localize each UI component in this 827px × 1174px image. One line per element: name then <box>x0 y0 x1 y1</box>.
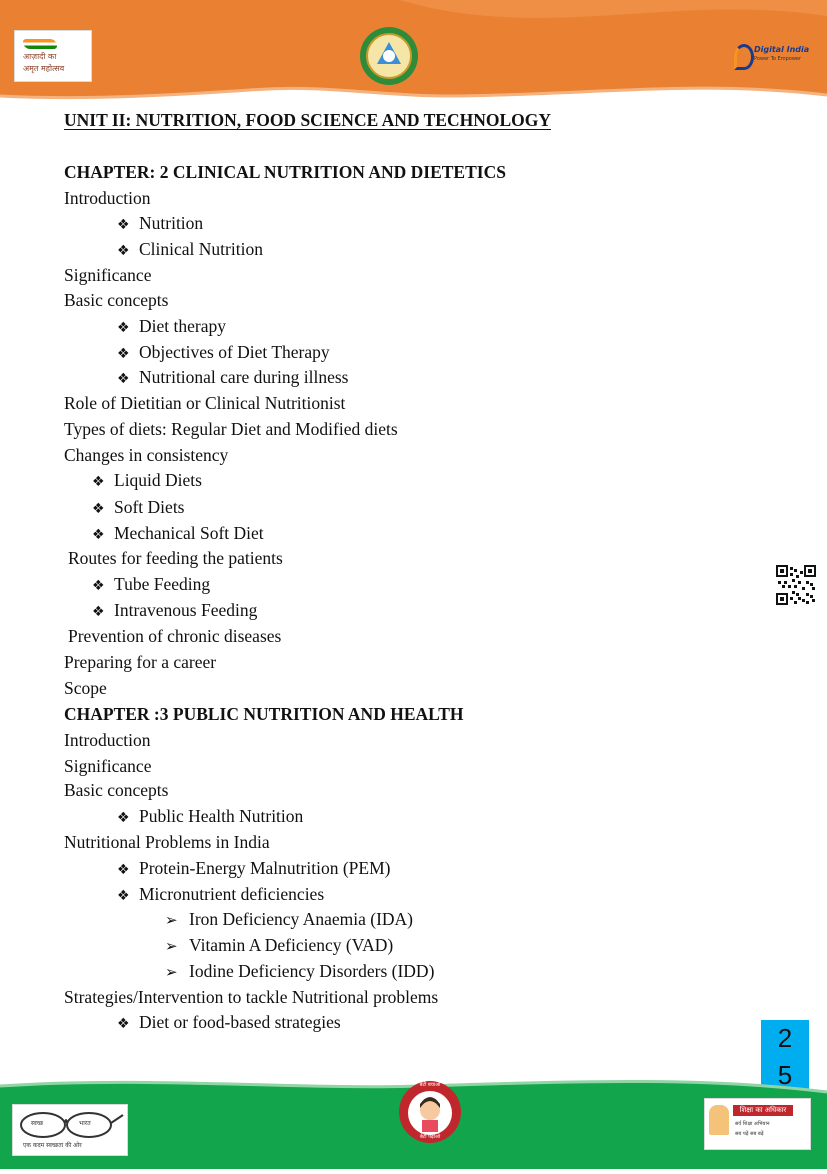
page-number-digit-2: 5 <box>777 1060 793 1090</box>
bullet-item-text: Nutrition <box>139 213 204 233</box>
bullet-item-text: Objectives of Diet Therapy <box>139 342 330 362</box>
bullet-item <box>92 522 264 546</box>
swachh-bharat-logo <box>12 1104 128 1156</box>
diamond-bullet-icon: ❖ <box>92 527 105 543</box>
bullet-item <box>117 315 226 339</box>
text-line-text: Significance <box>64 265 152 285</box>
bullet-item <box>117 1011 341 1035</box>
chapter-heading <box>64 703 463 725</box>
page-number-digit-1: 2 <box>777 1023 793 1053</box>
footer-banner <box>0 1076 827 1169</box>
digital-india-title: Digital India <box>754 45 810 54</box>
sub-bullet-item-text: Vitamin A Deficiency (VAD) <box>189 935 394 955</box>
bullet-item-text: Protein-Energy Malnutrition (PEM) <box>139 858 391 878</box>
bullet-item <box>92 573 210 597</box>
text-line-text: Role of Dietitian or Clinical Nutritionist <box>64 393 346 413</box>
text-line <box>68 547 283 569</box>
bullet-item <box>117 238 263 262</box>
bullet-item-text: Soft Diets <box>114 497 185 517</box>
diamond-bullet-icon: ❖ <box>92 604 105 620</box>
text-line <box>64 264 151 286</box>
text-line <box>68 625 281 647</box>
azadi-logo-line1: आज़ादी का <box>23 52 57 61</box>
text-line-text: Nutritional Problems in India <box>64 832 270 852</box>
psscive-seal-icon <box>359 26 419 86</box>
diamond-bullet-icon: ❖ <box>117 862 130 878</box>
beti-bachao-text: बेटी बचाओ <box>419 1082 441 1088</box>
bullet-item <box>117 805 303 829</box>
right-to-education-logo <box>704 1098 811 1150</box>
diamond-bullet-icon: ❖ <box>117 320 130 336</box>
sub-bullet-item <box>165 960 434 983</box>
text-line <box>64 986 438 1008</box>
text-line-text: Introduction <box>64 730 151 750</box>
text-line <box>64 187 151 209</box>
text-line-text: Basic concepts <box>64 780 169 800</box>
diamond-bullet-icon: ❖ <box>117 810 130 826</box>
text-line-text: Types of diets: Regular Diet and Modified diets <box>64 419 398 439</box>
text-line-text: Introduction <box>64 188 151 208</box>
sub-bullet-item <box>165 908 413 931</box>
bullet-item <box>117 212 203 236</box>
text-line-text: Scope <box>64 678 107 698</box>
text-line <box>64 831 270 853</box>
header-banner <box>0 0 827 100</box>
diamond-bullet-icon: ❖ <box>117 346 130 362</box>
text-line <box>64 418 398 440</box>
diamond-bullet-icon: ❖ <box>92 474 105 490</box>
sub-bullet-item-text: Iodine Deficiency Disorders (IDD) <box>189 961 435 981</box>
diamond-bullet-icon: ❖ <box>117 243 130 259</box>
text-line <box>64 729 151 751</box>
text-line-text: Strategies/Intervention to tackle Nutritional problems <box>64 987 439 1007</box>
bullet-item-text: Mechanical Soft Diet <box>114 523 264 543</box>
bullet-item-text: Diet therapy <box>139 316 226 336</box>
unit-heading <box>64 109 551 131</box>
bullet-item-text: Public Health Nutrition <box>139 806 304 826</box>
swachh-text: स्वच्छ <box>31 1120 44 1127</box>
swachh-tagline: एक कदम स्वच्छता की ओर <box>23 1142 82 1149</box>
bullet-item-text: Liquid Diets <box>114 470 202 490</box>
bullet-item-text: Diet or food-based strategies <box>139 1012 341 1032</box>
text-line <box>64 392 345 414</box>
sab-padhe-text: सब पढ़ें सब बढ़ें <box>735 1131 764 1137</box>
bullet-item <box>117 341 330 365</box>
bullet-item <box>117 857 390 881</box>
text-line-text: Prevention of chronic diseases <box>68 626 282 646</box>
text-line-text: Basic concepts <box>64 290 169 310</box>
arrow-bullet-icon: ➢ <box>165 911 178 929</box>
diamond-bullet-icon: ❖ <box>92 501 105 517</box>
chapter-heading-text: CHAPTER: 2 CLINICAL NUTRITION AND DIETETICS <box>64 162 506 182</box>
text-line <box>64 651 216 673</box>
azadi-logo-line2: अमृत महोत्सव <box>23 64 65 73</box>
chapter-heading-text: CHAPTER :3 PUBLIC NUTRITION AND HEALTH <box>64 704 464 724</box>
sub-bullet-item <box>165 934 393 957</box>
bullet-item <box>117 366 348 390</box>
diamond-bullet-icon: ❖ <box>117 217 130 233</box>
diamond-bullet-icon: ❖ <box>117 371 130 387</box>
qr-code-icon[interactable] <box>776 565 816 605</box>
text-line-text: Preparing for a career <box>64 652 217 672</box>
text-line-text: Changes in consistency <box>64 445 229 465</box>
bharat-text: भारत <box>79 1120 91 1127</box>
beti-bachao-beti-padhao-logo <box>398 1080 462 1144</box>
children-reading-icon <box>709 1105 729 1135</box>
text-line <box>64 779 168 801</box>
azadi-ka-amrit-mahotsav-logo <box>14 30 92 82</box>
text-line-text: Routes for feeding the patients <box>68 548 283 568</box>
diamond-bullet-icon: ❖ <box>117 1016 130 1032</box>
text-line <box>64 289 168 311</box>
digital-india-logo <box>734 40 814 70</box>
bullet-item-text: Nutritional care during illness <box>139 367 349 387</box>
text-line <box>64 444 228 466</box>
bullet-item <box>92 599 257 623</box>
sub-bullet-item-text: Iron Deficiency Anaemia (IDA) <box>189 909 413 929</box>
bullet-item-text: Intravenous Feeding <box>114 600 258 620</box>
text-line <box>64 677 107 699</box>
digital-india-tagline: Power To Empower <box>754 56 802 62</box>
bullet-item-text: Micronutrient deficiencies <box>139 884 325 904</box>
diamond-bullet-icon: ❖ <box>117 888 130 904</box>
bullet-item-text: Tube Feeding <box>114 574 211 594</box>
digital-india-mark-icon <box>734 44 754 70</box>
arrow-bullet-icon: ➢ <box>165 963 178 981</box>
beti-padhao-text: बेटी पढ़ाओ <box>419 1134 441 1140</box>
bullet-item <box>92 496 185 520</box>
chapter-heading <box>64 161 506 183</box>
arrow-bullet-icon: ➢ <box>165 937 178 955</box>
shiksha-ka-adhikar-title: शिक्षा का अधिकार <box>733 1105 793 1116</box>
text-line-text: Significance <box>64 756 152 776</box>
unit-heading-text: UNIT II: NUTRITION, FOOD SCIENCE AND TECHNOLOGY <box>64 110 552 130</box>
flag-swoosh-icon <box>23 39 57 49</box>
diamond-bullet-icon: ❖ <box>92 578 105 594</box>
bullet-item <box>92 469 202 493</box>
bullet-item-text: Clinical Nutrition <box>139 239 263 259</box>
sarva-shiksha-text: सर्व शिक्षा अभियान <box>735 1121 770 1127</box>
bullet-item <box>117 883 324 907</box>
text-line <box>64 755 151 777</box>
